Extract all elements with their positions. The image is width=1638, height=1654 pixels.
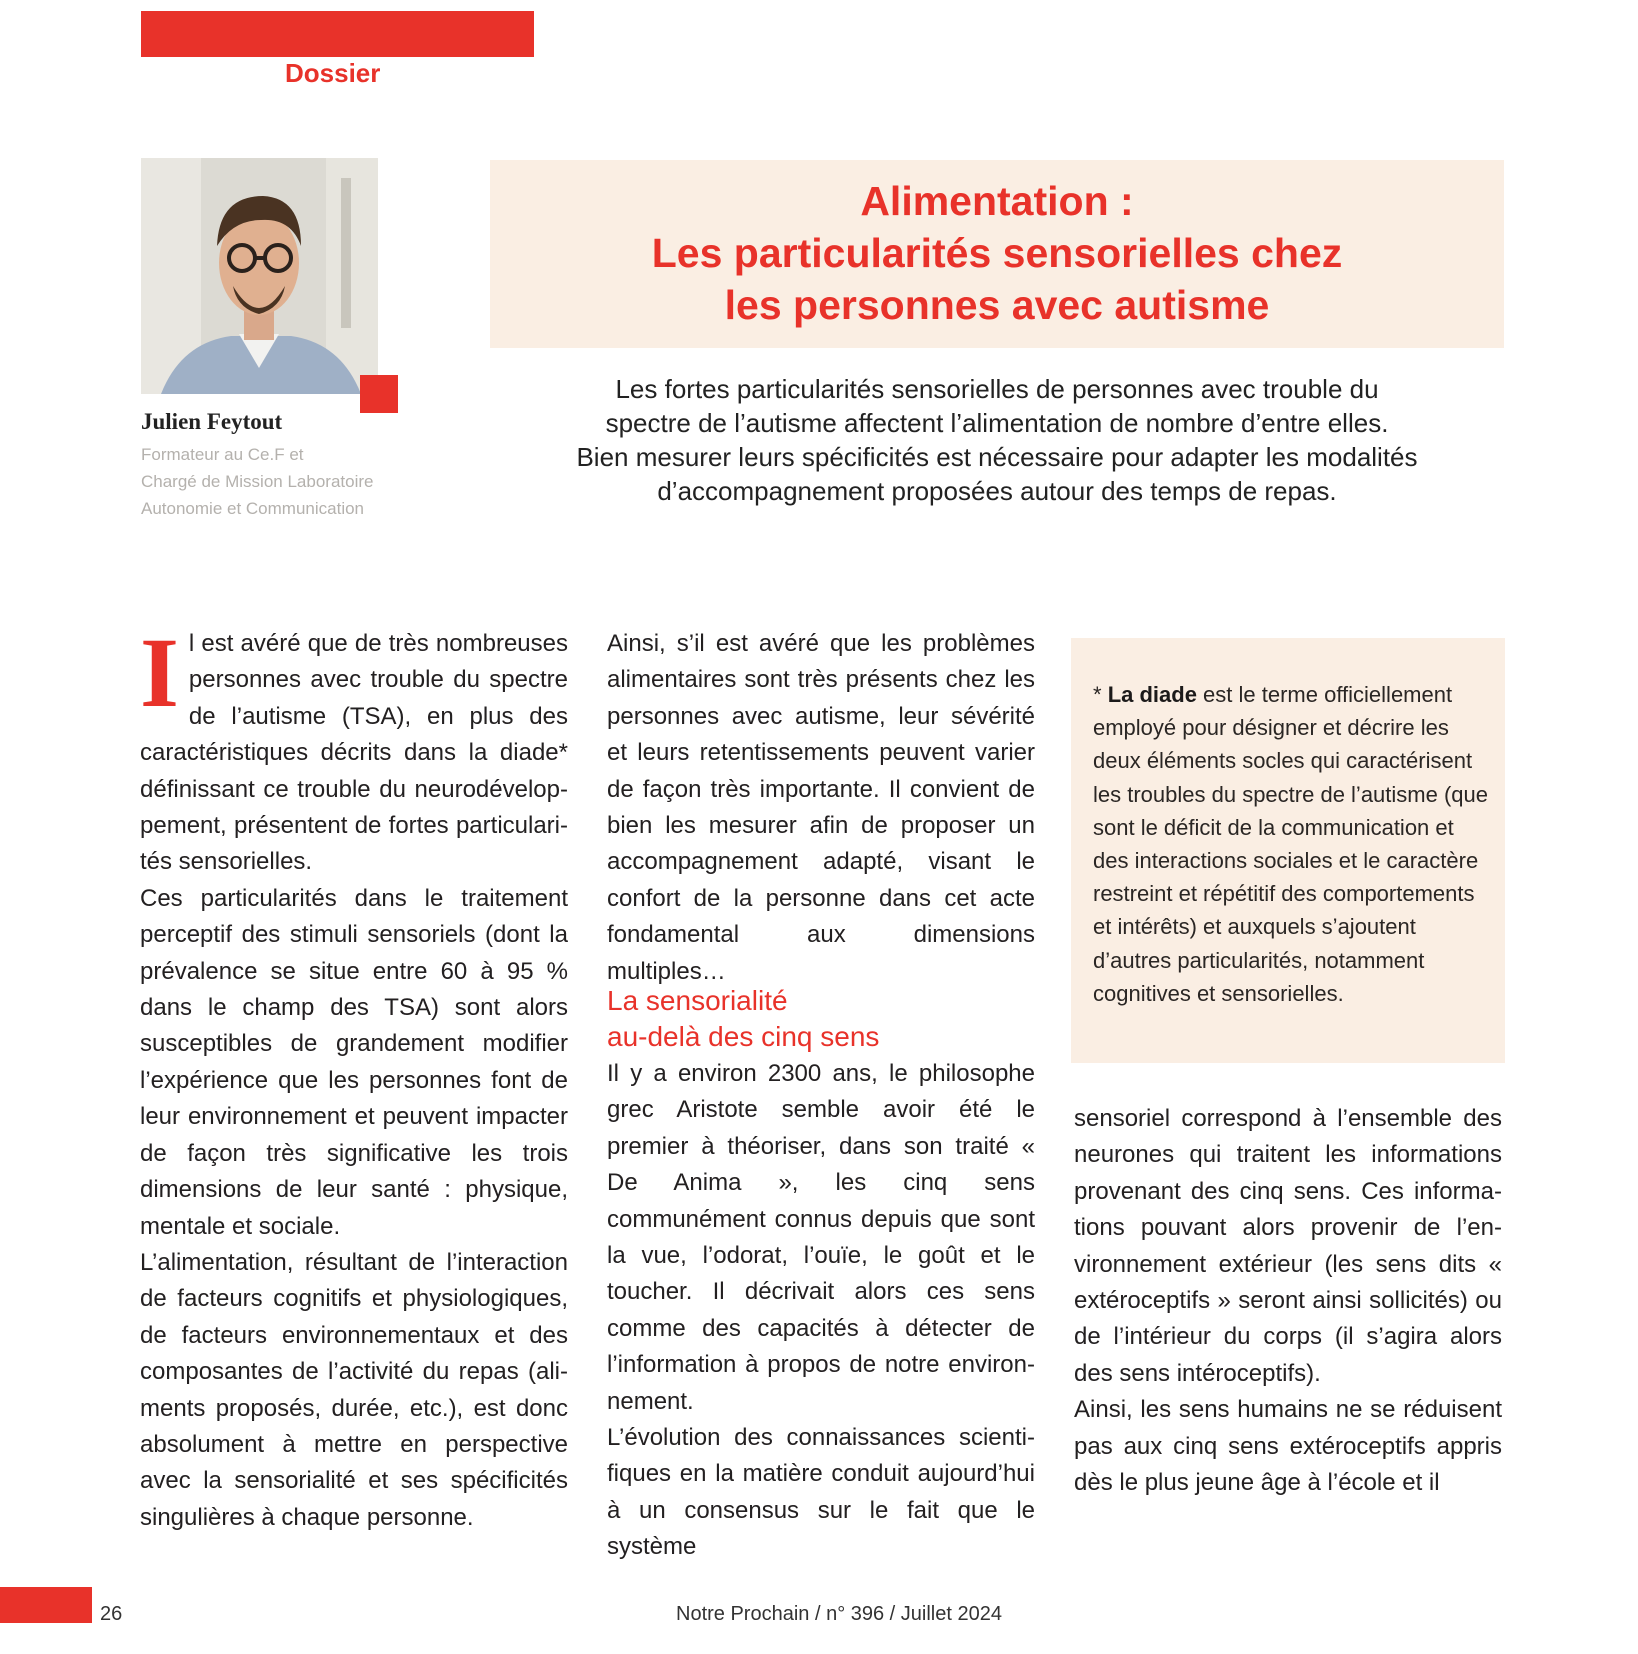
subheading-line: au-delà des cinq sens bbox=[607, 1021, 880, 1052]
paragraph: L’alimentation, résultant de l’interaction de facteurs cognitifs et physiologiques, de facteurs environnementaux et des composantes de l’activité du repas (aliments proposés, durée, etc.), est donc absolument à mettre en perspective avec la sensorialité et ses spécificités singulières à chaque personne. bbox=[140, 1248, 568, 1531]
body-column-1 bbox=[140, 617, 568, 1536]
section-label: Dossier bbox=[285, 58, 381, 88]
article-title-line: Les particularités sensorielles chez bbox=[651, 230, 1343, 276]
page-number: 26 bbox=[100, 1603, 123, 1625]
paragraph: Il y a environ 2300 ans, le philosophe grec Aristote semble avoir été le premier à théoriser, dans son traité « De Anima », les cinq sens communément connus depuis que sont la vue, l’odorat, l’ouïe, le goût et le toucher. Il décrivait alors ces sens comme des capacités à détecter de l’information à propos de notre environnement. bbox=[607, 1060, 1035, 1415]
paragraph: Ainsi, s’il est avéré que les problèmes alimentaires sont très présents chez les personnes avec autisme, leur sévérité et leurs retentissements peuvent varier de façon très importante. Il convient de bien les mesurer afin de proposer un accompagnement adapté, visant le confort de la personne dans cet acte fondamental aux dimensions multiples… bbox=[607, 630, 1035, 985]
footnote-box bbox=[1071, 638, 1505, 1063]
footnote-text bbox=[1093, 678, 1493, 1010]
title-box bbox=[490, 160, 1504, 348]
article-title-line: Alimentation : bbox=[860, 178, 1134, 224]
author-photo bbox=[141, 158, 378, 394]
paragraph: sensoriel correspond à l’ensemble des neurones qui traitent les informations provenant des cinq sens. Ces informations pouvant alors provenir de l’environnement extérieur (les sens dits « extéroceptifs » seront ainsi sollicités) ou de l’intérieur du corps (il s’agira alors des sens intéroceptifs). bbox=[1074, 1105, 1502, 1387]
article-title-line: les personnes avec autisme bbox=[724, 282, 1270, 328]
lead-line: d’accompagnement proposées autour des temps de repas. bbox=[657, 476, 1337, 506]
author-role-line: Autonomie et Communication bbox=[141, 499, 365, 518]
paragraph: Ces particularités dans le traitement perceptif des stimuli sensoriels (dont la prévalence se situe entre 60 à 95 % dans le champ des TSA) sont alors susceptibles de grandement modifier l’expérience que les personnes font de leur environnement et peuvent impacter de façon très significative les trois dimensions de leur santé : physique, mentale et sociale. bbox=[140, 884, 568, 1240]
footnote-marker: * bbox=[1093, 682, 1108, 707]
paragraph: l est avéré que de très nombreuses personnes avec trouble du spectre de l’autisme (TSA), en plus des caractéristiques décrits dans la diade* définissant ce trouble du neurodéveloppement, présentent de fortes particularités sensorielles. bbox=[140, 630, 568, 876]
paragraph: L’évolution des connaissances scientifiques en la matière conduit aujourd’hui à un consensus sur le fait que le système bbox=[607, 1424, 1035, 1561]
top-accent-bar bbox=[141, 11, 534, 57]
subheading-line: La sensorialité bbox=[607, 985, 788, 1016]
lead-line: Bien mesurer leurs spécificités est nécessaire pour adapter les modalités bbox=[576, 442, 1418, 472]
lead-line: Les fortes particularités sensorielles de personnes avec trouble du bbox=[615, 374, 1379, 404]
section-subheading bbox=[607, 983, 879, 1055]
author-role-line: Formateur au Ce.F et bbox=[141, 445, 304, 464]
body-column-3 bbox=[1074, 1101, 1502, 1501]
footnote-term: La diade bbox=[1107, 682, 1197, 707]
drop-cap: I bbox=[140, 617, 179, 728]
author-role bbox=[141, 441, 381, 522]
paragraph: Ainsi, les sens humains ne se réduisent pas aux cinq sens extéroceptifs appris dès le plus jeune âge à l’école et il bbox=[1074, 1396, 1502, 1497]
body-column-2 bbox=[607, 626, 1035, 990]
article-lead bbox=[480, 372, 1514, 508]
author-name: Julien Feytout bbox=[141, 409, 283, 434]
publication-footer: Notre Prochain / n° 396 / Juillet 2024 bbox=[676, 1603, 1002, 1625]
lead-line: spectre de l’autisme affectent l’alimentation de nombre d’entre elles. bbox=[605, 408, 1389, 438]
photo-accent-square bbox=[360, 375, 398, 413]
bottom-accent-bar bbox=[0, 1587, 92, 1623]
author-role-line: Chargé de Mission Laboratoire bbox=[141, 472, 374, 491]
footnote-definition: est le terme officiellement employé pour désigner et décrire les deux éléments socles qui caractérisent les troubles du spectre de l’autisme (que sont le déficit de la communication et des interactions sociales et le caractère restreint et répétitif des comportements et intérêts) et auxquels s’ajoutent d’autres particularités, notamment cognitives et sensorielles. bbox=[1093, 682, 1488, 1006]
body-column-2-continued bbox=[607, 1056, 1035, 1566]
